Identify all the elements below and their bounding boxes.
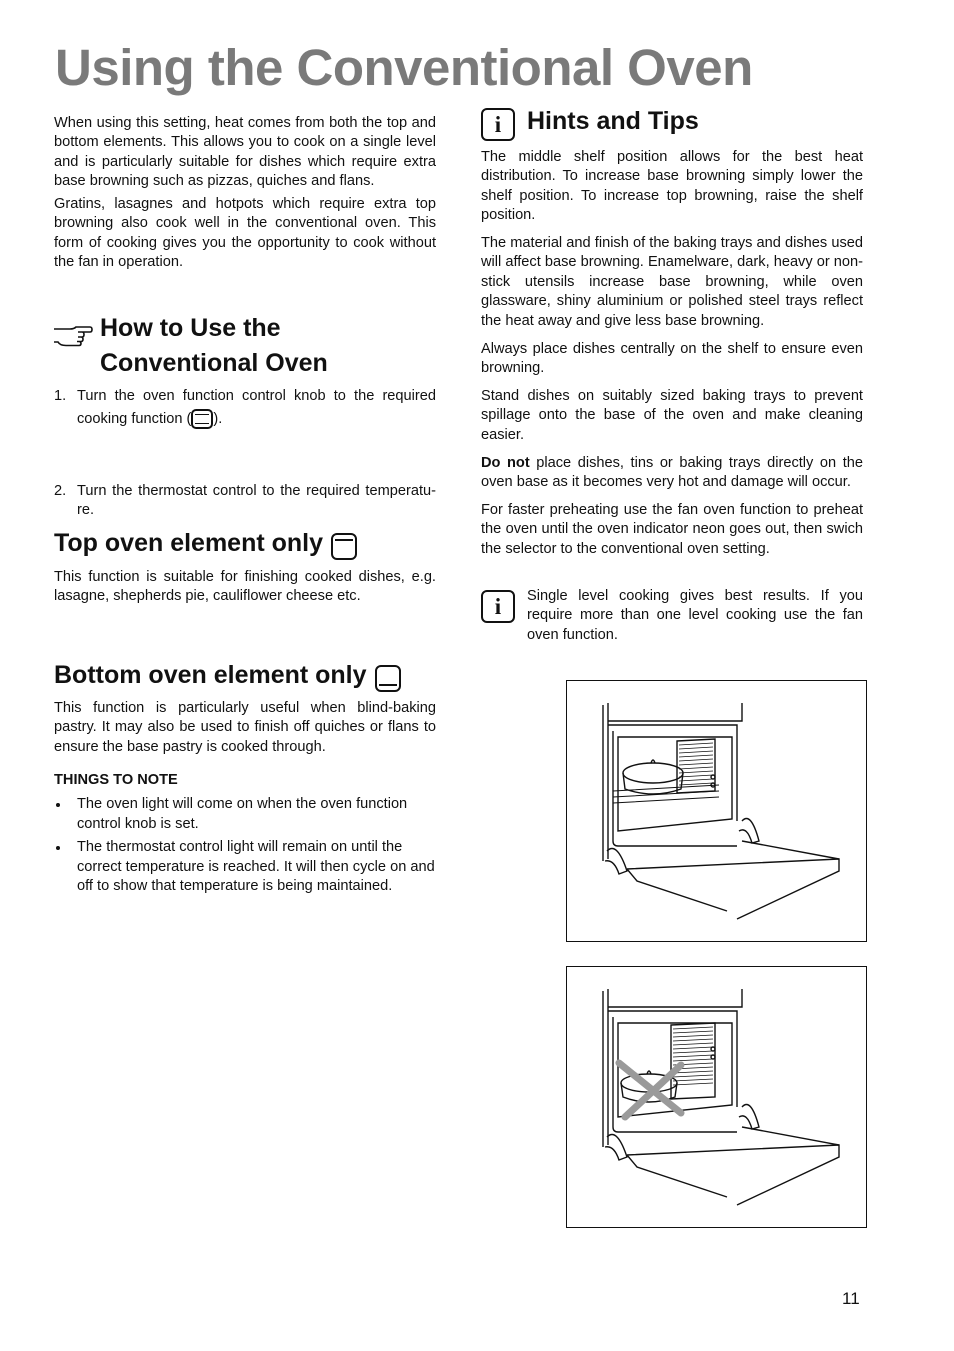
intro-paragraph-1: When using this setting, heat comes from both the top and bottom elements. This allows you to cook on a single level and is particularly suitable for dishes which require extra base browning such as pizzas, quiches and flans. — [54, 115, 436, 190]
things-to-note-list — [54, 795, 436, 901]
hints-paragraph-6: For faster preheating use the fan oven function to preheat the oven until the oven indicator neon goes out, then swich the selector to the conventional oven setting. — [481, 502, 863, 557]
list-item: The oven light will come on when the oven function control knob is set. — [54, 795, 436, 834]
oven-illustration-incorrect — [566, 966, 867, 1228]
oven-illustration-correct — [566, 680, 867, 942]
hints-paragraph-5-rest: place dishes, tins or baking trays directly on the oven base as it becomes very hot and damage will occur. — [481, 455, 863, 491]
top-element-heading — [54, 528, 357, 560]
conventional-oven-icon — [191, 409, 213, 429]
info-icon: i — [481, 108, 515, 141]
bottom-element-icon — [375, 665, 401, 692]
hints-paragraph-2: The material and finish of the baking trays and dishes used will affect base browning. Enamelware, dark, heavy or non-stick utensils increase base browning, while oven glassware, shiny aluminium or polished steel trays reflect the heat away and give less base browning. — [481, 235, 863, 329]
hints-paragraph-4: Stand dishes on suitably sized baking trays to prevent spillage onto the base of the oven and make cleaning easier. — [481, 388, 863, 443]
bottom-element-heading-text: Bottom oven element only — [54, 661, 367, 689]
how-to-step-2 — [54, 482, 436, 521]
step-2-number: 2. — [54, 483, 67, 499]
hints-paragraph-3: Always place dishes centrally on the shelf to ensure even browning. — [481, 341, 863, 377]
step-1-end: ). — [213, 411, 223, 427]
step-1-number: 1. — [54, 388, 67, 404]
step-2-text: Turn the thermostat control to the required temperatu- re. — [77, 483, 436, 519]
top-element-icon — [331, 533, 357, 560]
top-element-description: This function is suitable for finishing cooked dishes, e.g. lasagne, shepherds pie, cauliflower cheese etc. — [54, 569, 436, 605]
top-element-heading-text: Top oven element only — [54, 529, 324, 557]
pointing-hand-icon — [52, 320, 96, 350]
hints-heading: Hints and Tips — [527, 107, 699, 135]
page-title: Using the Conventional Oven — [55, 39, 753, 96]
page-number: 11 — [842, 1289, 860, 1308]
things-to-note-heading: THINGS TO NOTE — [54, 772, 178, 788]
intro-paragraph-2: Gratins, lasagnes and hotpots which require extra top browning also cook well in the conventional oven. This form of cooking gives you the opportunity to cook without the fan in operation. — [54, 196, 436, 271]
do-not-emphasis: Do not — [481, 455, 530, 471]
hints-paragraph-1: The middle shelf position allows for the best heat distribution. To increase base browning simply lower the shelf position. To increase top browning, raise the shelf position. — [481, 149, 863, 224]
bottom-element-heading — [54, 660, 401, 692]
how-to-step-1 — [54, 385, 436, 431]
hints-note: Single level cooking gives best results. If you require more than one level cooking use the fan oven function. — [527, 588, 863, 643]
step-1-text: Turn the oven function control knob to the required cooking function ( — [77, 388, 436, 427]
list-item: The thermostat control light will remain on until the correct temperature is reached. It will then cycle on and off to show that temperature is being maintained. — [54, 838, 436, 897]
how-to-heading-line2: Conventional Oven — [100, 349, 328, 377]
info-icon: i — [481, 590, 515, 623]
bottom-element-description: This function is particularly useful when blind-baking pastry. It may also be used to finish off quiches or flans to ensure the base pastry is cooked through. — [54, 700, 436, 755]
how-to-heading-line1: How to Use the — [100, 314, 281, 342]
hints-paragraph-5 — [481, 454, 863, 493]
